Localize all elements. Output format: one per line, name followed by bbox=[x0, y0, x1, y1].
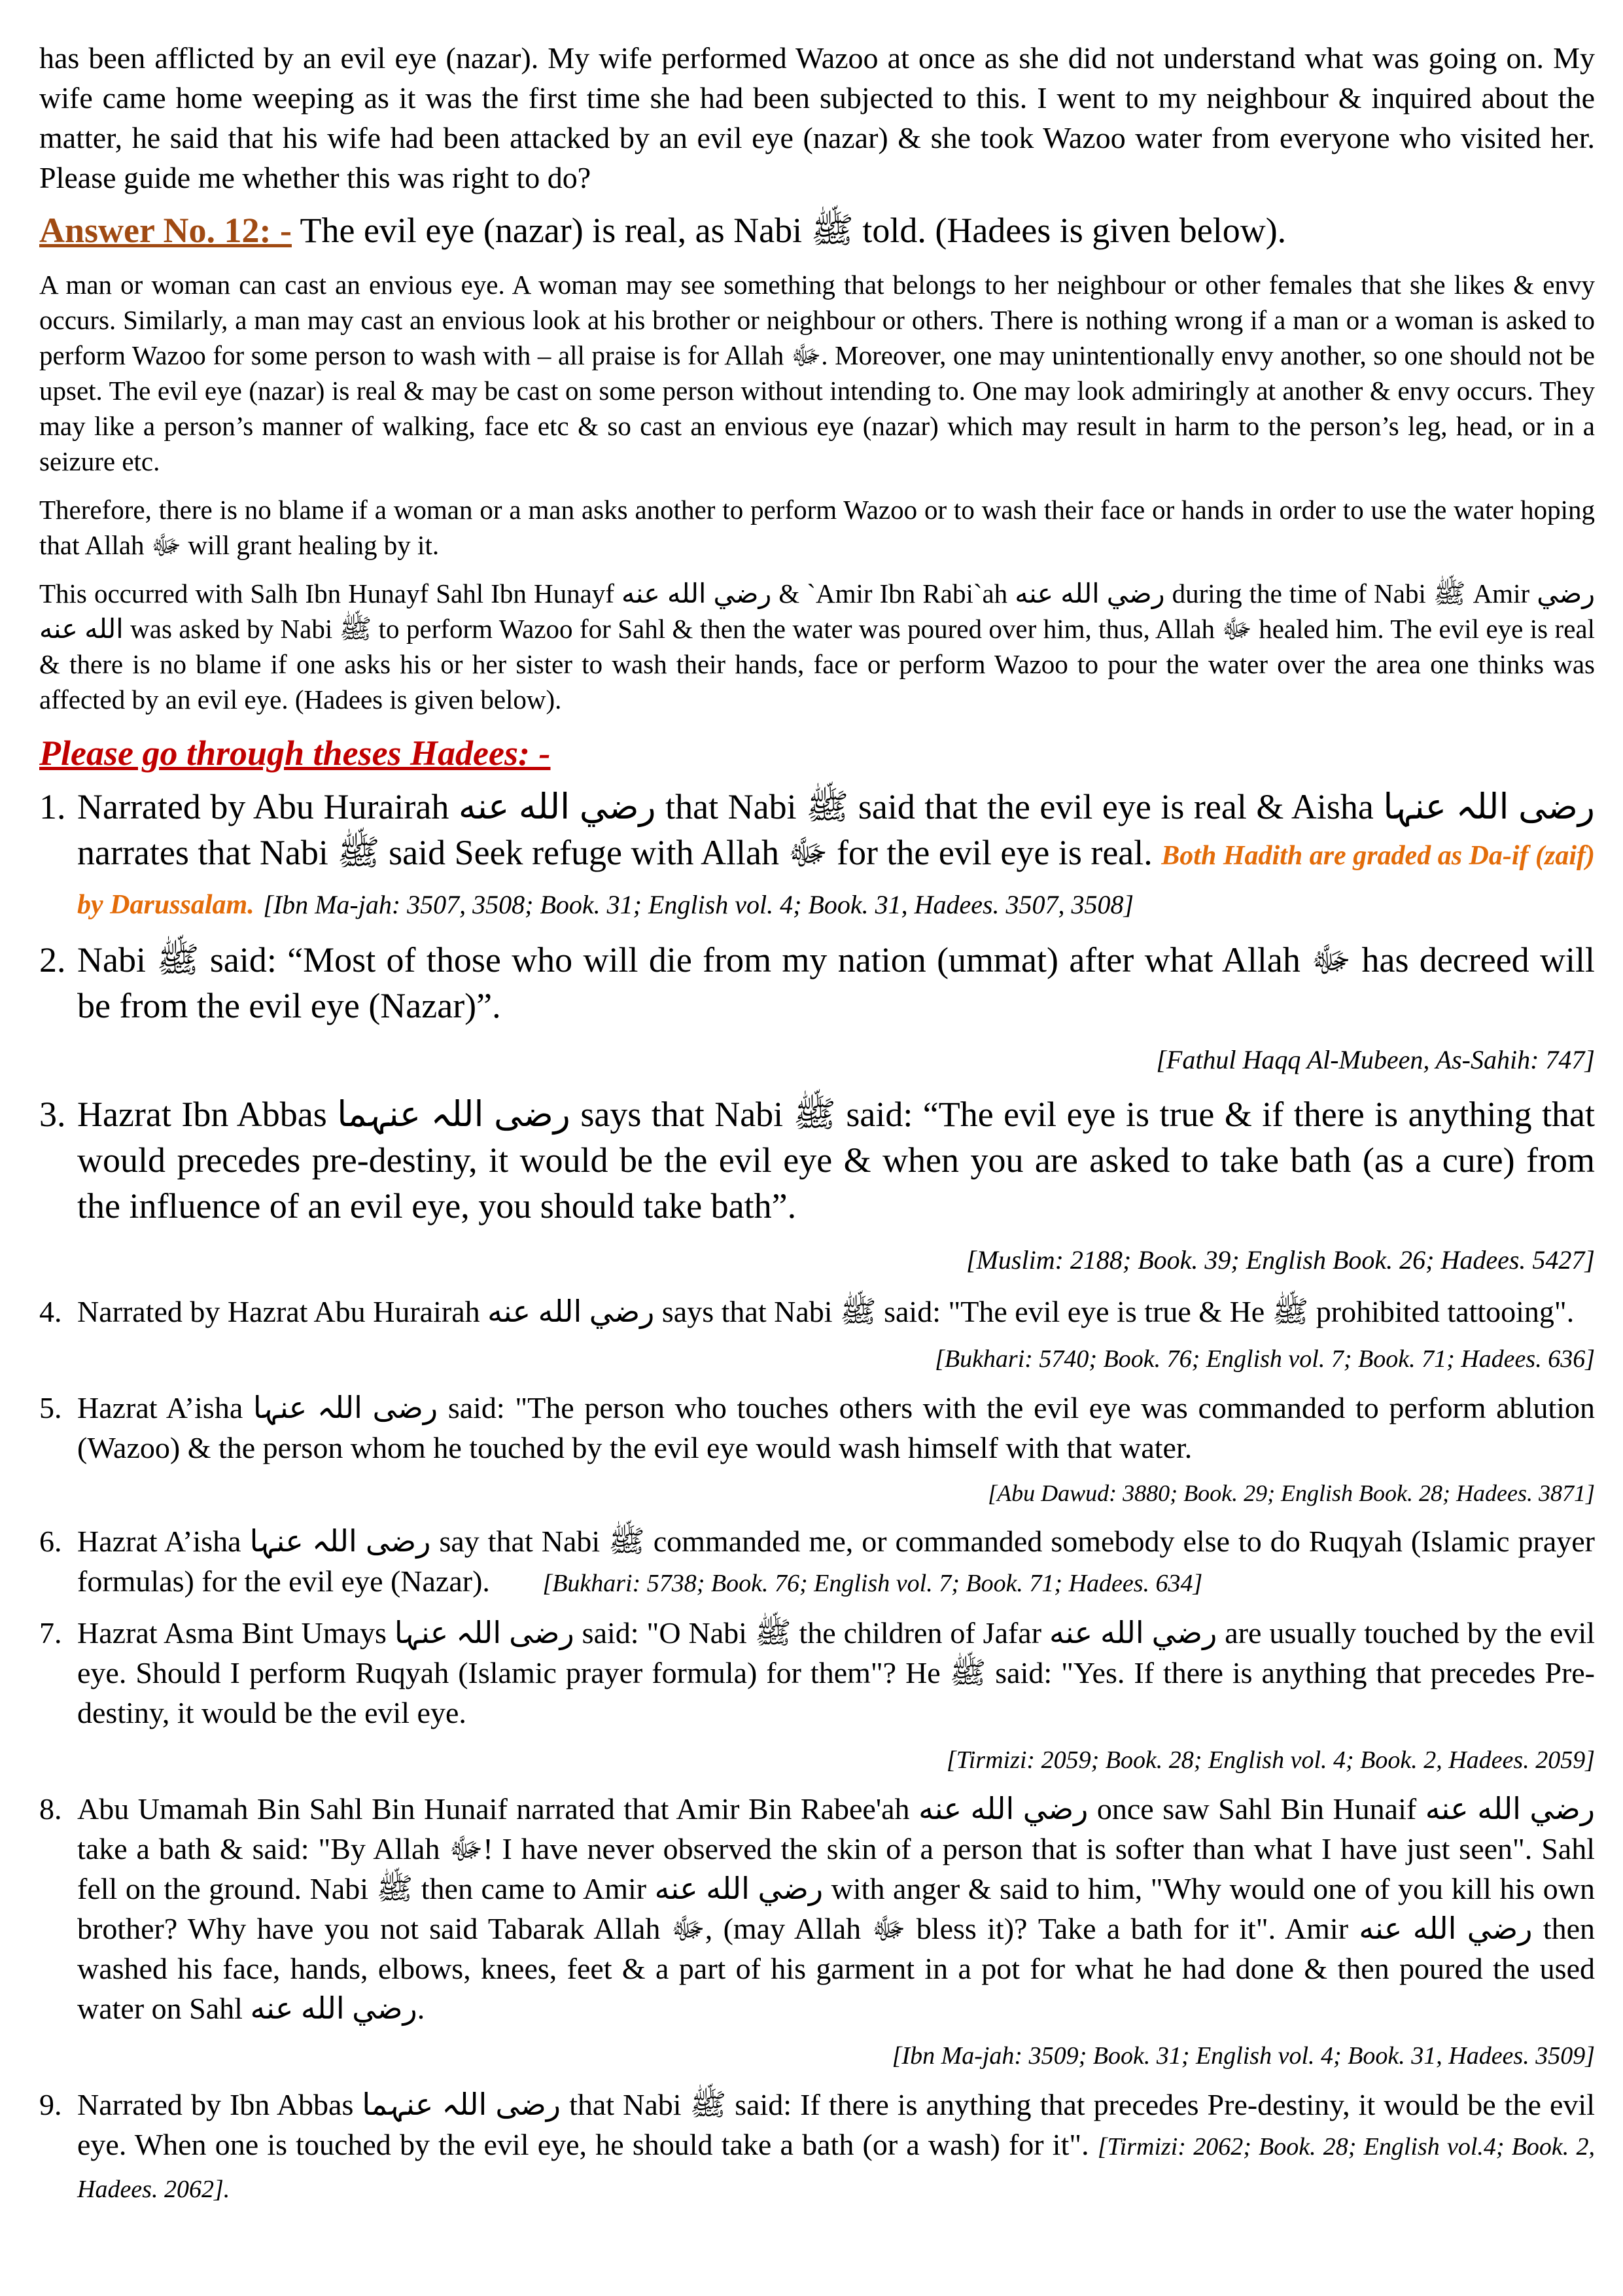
hadees-text: Narrated by Abu Hurairah رضي الله عنه that Nabi ﷺ said that the evil eye is real & Aisha رضی اللہ عنہا narrates that Nabi ﷺ said Seek refuge with Allah ﷻ for the evil eye is real. bbox=[77, 787, 1595, 872]
hadees-text: Narrated by Hazrat Abu Hurairah رضي الله عنه says that Nabi ﷺ said: "The evil eye is true & He ﷺ prohibited tattooing". bbox=[77, 1295, 1575, 1328]
hadees-reference: [Ibn Ma-jah: 3507, 3508; Book. 31; English vol. 4; Book. 31, Hadees. 3507, 3508] bbox=[263, 890, 1134, 919]
hadees-number: 4. bbox=[39, 1295, 62, 1328]
hadees-number: 2. bbox=[39, 940, 66, 980]
hadees-item bbox=[39, 1091, 1595, 1229]
hadees-reference: [Abu Dawud: 3880; Book. 29; English Book. 28; Hadees. 3871] bbox=[988, 1480, 1595, 1506]
hadees-item bbox=[39, 784, 1595, 928]
hadees-item bbox=[39, 1388, 1595, 1468]
hadees-text: Nabi ﷺ said: “Most of those who will die from my nation (ummat) after what Allah ﷻ has decreed will be from the evil eye (Nazar)”. bbox=[77, 940, 1596, 1025]
hadees-number: 8. bbox=[39, 1792, 62, 1826]
hadees-grade: Both Hadith are graded as Da-if (zaif) by Darussalam. bbox=[77, 841, 1596, 920]
hadees-reference: [Tirmizi: 2059; Book. 28; English vol. 4; Book. 2, Hadees. 2059] bbox=[946, 1746, 1595, 1774]
hadees-number: 9. bbox=[39, 2088, 62, 2121]
body-paragraph: This occurred with Salh Ibn Hunayf Sahl Ibn Hunayf رضي الله عنه & `Amir Ibn Rabi`ah رضي الله عنه during the time of Nabi ﷺ Amir رضي الله عنه was asked by Nabi ﷺ to perform Wazoo for Sahl & then the water was poured over him, thus, Allah ﷻ healed him. The evil eye is real & there is no blame if one asks his or her sister to wash their hands, face or perform Wazoo to pour the water over the area one thinks was affected by an evil eye. (Hadees is given below). bbox=[39, 578, 1596, 715]
hadees-item bbox=[39, 1292, 1595, 1332]
hadees-number: 3. bbox=[39, 1095, 66, 1134]
hadees-reference: [Bukhari: 5740; Book. 76; English vol. 7; Book. 71; Hadees. 636] bbox=[935, 1345, 1595, 1373]
hadees-text: Hazrat A’isha رضی اللہ عنہا said: "The person who touches others with the evil eye was commanded to perform ablution (Wazoo) & the person whom he touched by the evil eye would wash himself with that water. bbox=[77, 1391, 1595, 1464]
hadees-text: Abu Umamah Bin Sahl Bin Hunaif narrated that Amir Bin Rabee'ah رضي الله عنه once saw Sahl Bin Hunaif رضي الله عنه take a bath & said: "By Allah ﷻ! I have never observed the skin of a person that is softer than what I have just seen". Sahl fell on the ground. Nabi ﷺ then came to Amir رضي الله عنه with anger & said to him, "Why would one of you kill his own brother? Why have you not said Tabarak Allah ﷻ, (may Allah ﷻ bless it)? Take a bath for it". Amir رضي الله عنه then washed his face, hands, elbows, knees, feet & a part of his garment in a pot for what he had done & then poured the used water on Sahl رضي الله عنه. bbox=[77, 1792, 1596, 2025]
section-heading: Please go through theses Hadees: - bbox=[39, 733, 551, 773]
answer-text: The evil eye (nazar) is real, as Nabi ﷺ told. (Hadees is given below). bbox=[300, 211, 1287, 250]
hadees-item bbox=[39, 937, 1595, 1029]
hadees-number: 7. bbox=[39, 1616, 62, 1650]
answer-heading: Answer No. 12: - bbox=[39, 211, 292, 250]
body-paragraph: Therefore, there is no blame if a woman or a man asks another to perform Wazoo or to wash their face or hands in order to use the water hoping that Allah ﷻ will grant healing by it. bbox=[39, 495, 1595, 560]
hadees-item bbox=[39, 2085, 1595, 2210]
hadees-number: 5. bbox=[39, 1391, 62, 1424]
hadees-number: 6. bbox=[39, 1525, 62, 1558]
hadees-text: Hazrat A’isha رضی اللہ عنہا say that Nabi ﷺ commanded me, or commanded somebody else to do Ruqyah (Islamic prayer formulas) for the evil eye (Nazar). bbox=[77, 1525, 1595, 1598]
answer-line bbox=[39, 208, 1595, 253]
hadees-number: 1. bbox=[39, 787, 66, 826]
hadees-text: Hazrat Ibn Abbas رضی اللہ عنہما says that Nabi ﷺ said: “The evil eye is true & if there is anything that would precedes pre-destiny, it would be the evil eye & when you are asked to take bath (as a cure) from the influence of an evil eye, you should take bath”. bbox=[77, 1095, 1595, 1226]
hadees-item bbox=[39, 1613, 1595, 1733]
hadees-reference: [Tirmizi: 2062; Book. 28; English vol.4; Book. 2, Hadees. 2062]. bbox=[77, 2133, 1595, 2203]
hadees-reference: [Fathul Haqq Al-Mubeen, As-Sahih: 747] bbox=[1156, 1045, 1595, 1074]
body-paragraph: A man or woman can cast an envious eye. A woman may see something that belongs to her neighbour or other females that she likes & envy occurs. Similarly, a man may cast an envious look at his brother or neighbour or others. There is nothing wrong if a man or a woman is asked to perform Wazoo for some person to wash with – all praise is for Allah ﷻ. Moreover, one may unintentionally envy another, so one should not be upset. The evil eye (nazar) is real & may be cast on some person without intending to. One may look admiringly at another & envy occurs. They may like a person’s manner of walking, face etc & so cast an envious eye (nazar) which may result in harm to the person’s leg, head, or in a seizure etc. bbox=[39, 270, 1595, 476]
hadees-reference: [Muslim: 2188; Book. 39; English Book. 26; Hadees. 5427] bbox=[966, 1245, 1595, 1275]
hadees-item bbox=[39, 1789, 1595, 2028]
intro-paragraph: has been afflicted by an evil eye (nazar). My wife performed Wazoo at once as she did not understand what was going on. My wife came home weeping as it was the first time she had been subjected to this. I went to my neighbour & inquired about the matter, he said that his wife had been attacked by an evil eye (nazar) & she took Wazoo water from everyone who visited her. Please guide me whether this was right to do? bbox=[39, 41, 1595, 194]
document-page bbox=[39, 38, 1595, 2210]
hadees-reference: [Bukhari: 5738; Book. 76; English vol. 7; Book. 71; Hadees. 634] bbox=[542, 1570, 1203, 1597]
hadees-text: Narrated by Ibn Abbas رضی اللہ عنہما that Nabi ﷺ said: If there is anything that precedes Pre-destiny, it would be the evil eye. When one is touched by the evil eye, he should take a bath (or a wash) for it". bbox=[77, 2088, 1595, 2161]
hadees-item bbox=[39, 1521, 1595, 1604]
hadees-text: Hazrat Asma Bint Umays رضی اللہ عنہا said: "O Nabi ﷺ the children of Jafar رضي الله عنه are usually touched by the evil eye. Should I perform Ruqyah (Islamic prayer formula) for them"? He ﷺ said: "Yes. If there is anything that precedes Pre-destiny, it would be the evil eye. bbox=[77, 1616, 1596, 1729]
hadees-reference: [Ibn Ma-jah: 3509; Book. 31; English vol. 4; Book. 31, Hadees. 3509] bbox=[892, 2042, 1595, 2070]
